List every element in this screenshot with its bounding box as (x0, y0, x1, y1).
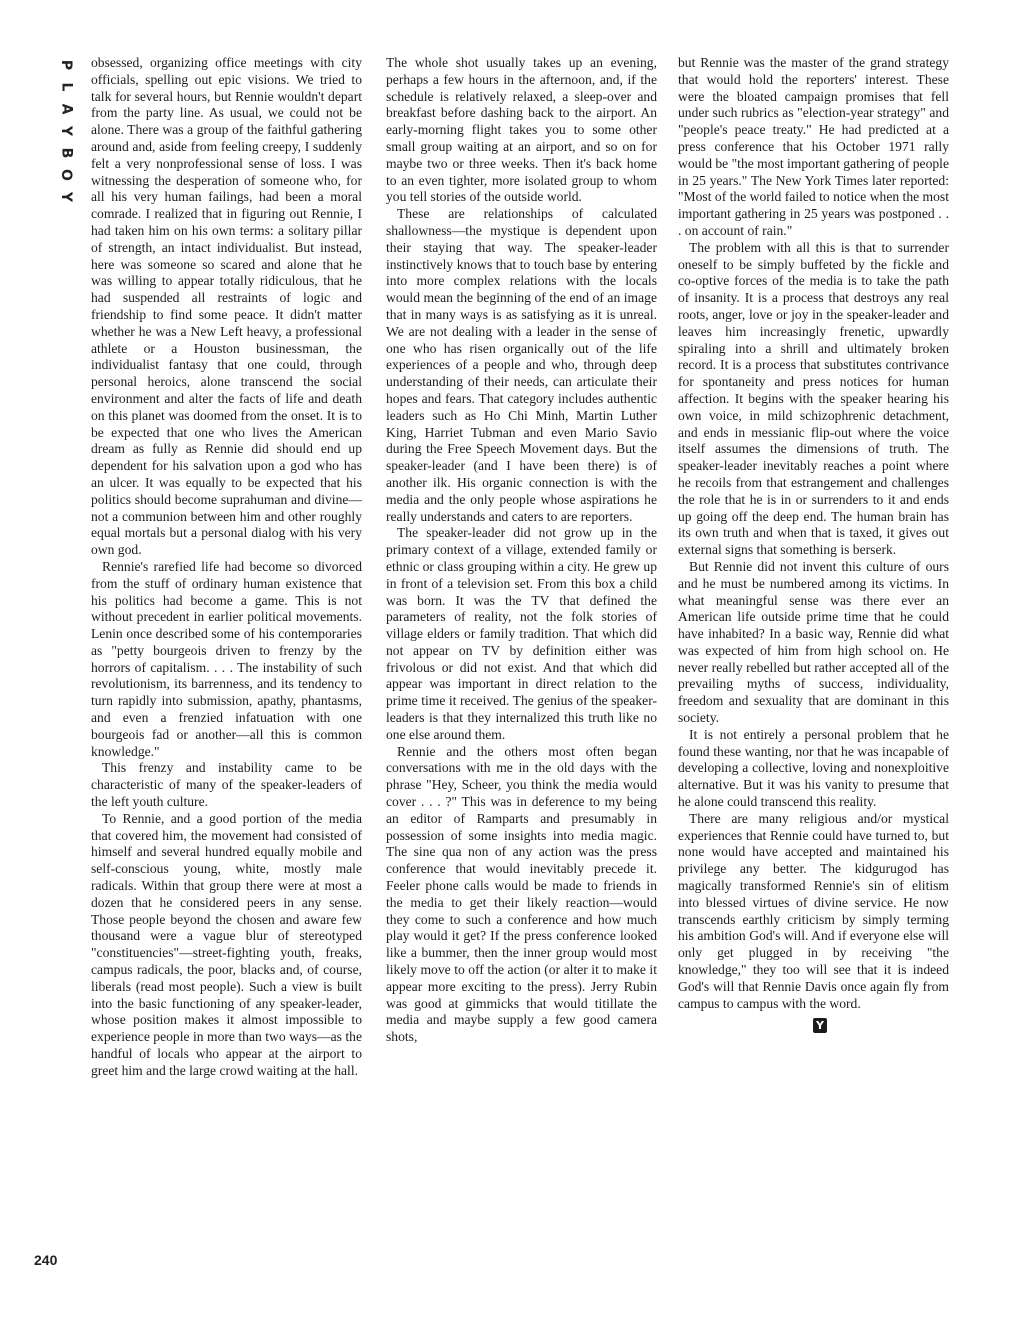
masthead-letter: B (57, 147, 74, 159)
masthead-letter: Y (57, 125, 74, 137)
masthead-letter: L (57, 82, 74, 92)
masthead-letter: O (58, 169, 74, 181)
masthead-letter: A (58, 103, 74, 115)
paragraph: The whole shot usually takes up an evening, perhaps a few hours in the afternoon, and, if the schedule is relatively relaxed, a sleep-over and breakfast before dashing back to the airport. An early-morning flight takes you to some other small group waiting at an airport, and so on for maybe two or three weeks. Then it's back home to an even tighter, more isolated group to whom you tell stories of the outside world. (386, 55, 657, 205)
paragraph: but Rennie was the master of the grand strategy that would hold the reporters' interest. These were the bloated campaign promises that fell under such rubrics as "election-year strategy" and "people's peace treaty." He had predicted at a press conference that his October 1971 rally would be "the most important gathering of people in 25 years." The New York Times later reported: "Most of the world failed to notice when the most important gathering in 25 years was postponed . . . on account of rain." (678, 55, 949, 238)
playboy-masthead (55, 54, 77, 208)
page-number: 240 (34, 1252, 58, 1268)
text-column-middle (386, 55, 657, 1046)
masthead-letter: Y (57, 191, 74, 203)
paragraph: The problem with all this is that to surrender oneself to be simply buffeted by the fickle and co-optive forces of the media is to take the path of insanity. It is a process that destroys any real roots, anger, love or joy in the speaker-leader and leaves him increasingly frenetic, upwardly spiraling into a shrill and ultimately broken record. It is a process that substitutes contrivance for spontaneity and press notices for human affection. It begins with the speaker hearing his own voice, in mild schizophrenic detachment, and ends in messianic flip-out where the voice itself assumes the dimensions of truth. The speaker-leader inevitably reaches a point where he recoils from that estrangement and challenges the role that he is in or surrenders to it and ends up going off the deep end. The human brain has its own truth and when that is taxed, it gives out external signs that something is berserk. (678, 239, 949, 558)
masthead-letter: P (57, 59, 74, 71)
paragraph: The speaker-leader did not grow up in the primary context of a village, extended family or ethnic or class grouping within a city. He grew up in front of a television set. From this box a child was born. It was the TV that defined the parameters of reality, not the folk stories of village elders or family tradition. That which did not appear on TV by definition either was frivolous or did not exist. And that which did appear was important in direct relation to the prime time it received. The genius of the speaker-leaders is that they internalized this truth like no one else around them. (386, 525, 657, 742)
paragraph: This frenzy and instability came to be characteristic of many of the speaker-leaders of the left youth culture. (91, 760, 362, 810)
paragraph: To Rennie, and a good portion of the media that covered him, the movement had consisted of himself and several hundred equally mobile and self-conscious young, white, mostly male radicals. Within that group there were at most a dozen that he considered peers in any sense. Those people beyond the chosen and aware few thousand were a vague blur of stereotyped "constituencies"—street-fighting youth, freaks, campus radicals, the poor, blacks and, of course, liberals (read most people). Such a view is built into the basic functioning of any speaker-leader, whose position makes it almost impossible to experience people in more than two ways—as the handful of locals who appear at the airport to greet him and the large crowd waiting at the hall. (91, 810, 362, 1078)
text-column-right (678, 55, 949, 1034)
paragraph: It is not entirely a personal problem that he found these wanting, nor that he was incapable of developing a collective, loving and nonexploitive alternative. But it was his vanity to presume that he alone could transcend this reality. (678, 726, 949, 810)
text-column-left (91, 55, 362, 1080)
paragraph: obsessed, organizing office meetings with city officials, spelling out epic visions. We tried to talk for several hours, but Rennie wouldn't depart from the party line. As usual, we could not be alone. There was a group of the faithful gathering around and, aside from feeling creepy, I suddenly felt a very nonprofessional sense of loss. I was witnessing the desperation of someone who, for all his very human failings, had been a moral comrade. I realized that in figuring out Rennie, I had taken him on his own terms: a solitary pillar of strength, an intact individualist. But instead, here was someone so scared and alone that he was willing to appear totally ridiculous, that he had suspended all restraints of logic and friendship to find some peace. It didn't matter whether he was a New Left heavy, a professional athlete or a Houston businessman, the individualist fantasy that one could, through personal heroics, alone transcend the social environment and alter the facts of life and death on this planet was doomed from the onset. It is to be expected that one who lives the American dream as fully as Rennie did should end up dependent for his salvation upon a god who has an ulcer. It was equally to be expected that his politics should become suprahuman and divine—not a communion between him and other roughly equal mortals but a personal dialog with his very own god. (91, 55, 362, 558)
paragraph: Rennie and the others most often began conversations with me in the old days with the phrase "Hey, Scheer, you think the media would cover . . . ?" This was in deference to my being an editor of Ramparts and presumably in possession of some insights into media magic. The sine qua non of any action was the press conference that would inevitably precede it. Feeler phone calls would be made to friends in the media to get their likely reaction—would they come to such a conference and how much play would it get? If the press conference looked like a bummer, then the inner group would most likely move to off the action (or alter it to make it appear more exciting to the press). Jerry Rubin was good at gimmicks that would titillate the media and maybe supply a few good camera shots, (386, 743, 657, 1045)
paragraph: But Rennie did not invent this culture of ours and he must be numbered among its victims. In what meaningful sense was there ever an American life outside prime time that he could have inhabited? In a basic way, Rennie did what was expected of him from high school on. He never really rebelled but rather accepted all of the prevailing myths of success, individuality, freedom and sexuality that are dominant in this society. (678, 558, 949, 726)
paragraph: These are relationships of calculated shallowness—the mystique is dependent upon their staying that way. The speaker-leader instinctively knows that to touch base by entering into more complex relations with the locals would mean the beginning of the end of an image that in many ways is as satisfying as it is unreal. We are not dealing with a leader in the sense of one who has risen organically out of the life experiences of a people and who, through deep understanding of their needs, can articulate their hopes and fears. That category includes authentic leaders such as Ho Chi Minh, Martin Luther King, Harriet Tubman and even Mario Savio during the Free Speech Movement days. But the speaker-leader (and I have been there) is of another ilk. His organic connection is with the media and the only people whose aspirations he really understands and caters to are reporters. (386, 206, 657, 524)
paragraph: There are many religious and/or mystical experiences that Rennie could have turned to, but none would have accepted and maintained his privilege any better. The kidgurugod has magically transformed Rennie's sin of elitism into blessed virtues of divine service. He now transcends earthly criticism by simply terming his ambition God's will. And if everyone else will only get plugged in by receiving "the knowledge," they too will see that it is indeed God's will that Rennie Davis once again fly from campus to campus with the word. (678, 810, 949, 1011)
paragraph: Rennie's rarefied life had become so divorced from the stuff of ordinary human existence that his politics had become a game. This is not without precedent in earlier political movements. Lenin once described some of his contemporaries as "petty bourgeois driven to frenzy by the horrors of capitalism. . . . The instability of such revolutionism, its barrenness, and its tendency to turn rapidly into submission, apathy, phantasms, and even a frenzied infatuation with one bourgeois fad or another—all this is common knowledge." (91, 558, 362, 759)
end-mark-icon: Y (813, 1018, 827, 1033)
